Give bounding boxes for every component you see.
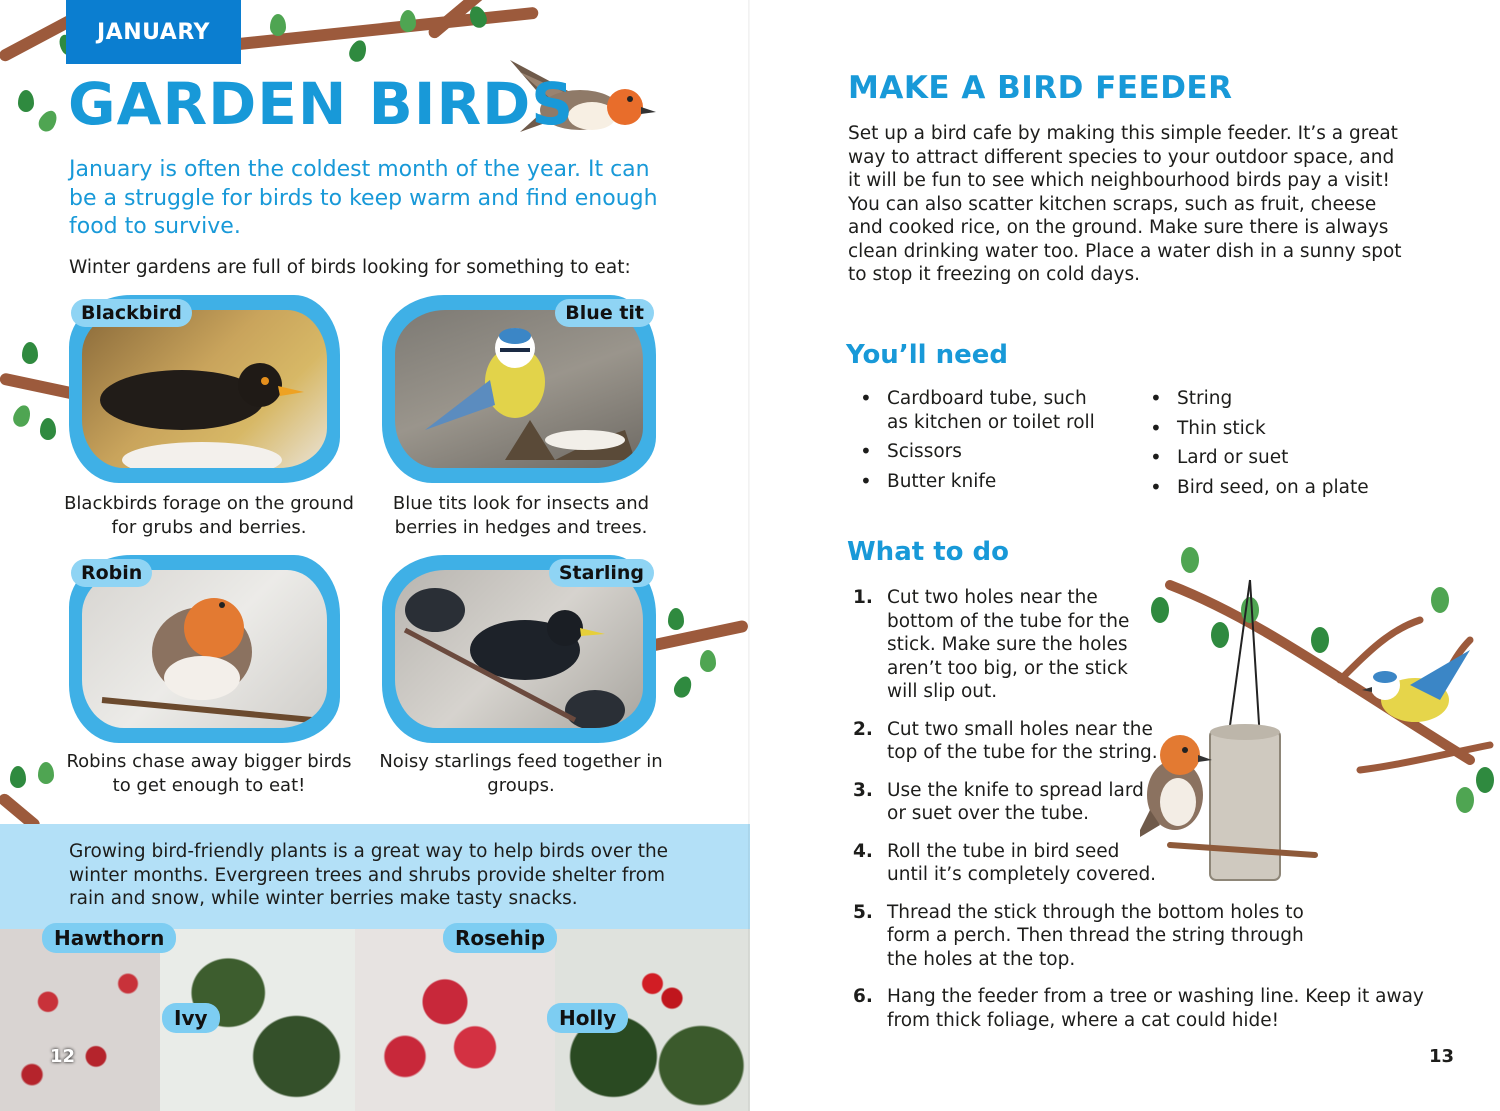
list-item: • String: [1150, 387, 1410, 411]
plant-label-hawthorn: Hawthorn: [42, 923, 176, 953]
step-item: [848, 901, 1337, 972]
list-item: • Butter knife: [860, 470, 1100, 494]
step-text: Cut two holes near the bottom of the tube for the stick. Make sure the holes aren’t too big, or the stick will slip out.: [887, 587, 1130, 702]
month-label: JANUARY: [96, 19, 210, 45]
lead-text: Winter gardens are full of birds looking for something to eat:: [69, 257, 631, 278]
need-list-col1: [860, 387, 1100, 499]
page-number: 13: [1429, 1046, 1455, 1067]
step-item: [848, 840, 1157, 887]
plant-label-rosehip: Rosehip: [443, 923, 557, 953]
list-item: • Scissors: [860, 440, 1100, 464]
leaf-icon: [22, 342, 38, 364]
list-item: • Cardboard tube, such as kitchen or toilet roll: [860, 387, 1100, 434]
list-item: • Thin stick: [1150, 417, 1410, 441]
step-text: Thread the stick through the bottom holes to form a perch. Then thread the string through the holes at the top.: [887, 901, 1304, 970]
leaf-icon: [270, 14, 286, 36]
leaf-icon: [671, 674, 695, 701]
intro-text: January is often the coldest month of the year. It can be a struggle for birds to keep warm and find enough food to survive.: [69, 157, 658, 239]
step-number: 1.: [853, 587, 873, 608]
blue-tit-image: [395, 310, 643, 468]
step-number: 6.: [853, 986, 873, 1007]
section-title: MAKE A BIRD FEEDER: [848, 70, 1233, 106]
step-item: [848, 779, 1147, 826]
leaf-icon: [700, 650, 716, 672]
step-number: 2.: [853, 718, 873, 740]
page-title: GARDEN BIRDS: [68, 70, 575, 138]
blackbird-photo: [82, 310, 327, 468]
step-item: [848, 586, 1147, 704]
robin-image: [82, 570, 327, 728]
todo-heading: What to do: [847, 537, 1010, 567]
step-text: Use the knife to spread lard or suet over the tube.: [887, 779, 1144, 824]
hawthorn-photo: [0, 929, 160, 1111]
step-text: Cut two small holes near the top of the tube for the string.: [887, 718, 1158, 763]
leaf-icon: [10, 766, 26, 788]
blackbird-photo-frame: [69, 295, 340, 483]
branch-illustration: [0, 372, 79, 400]
starling-photo: [395, 570, 643, 728]
step-number: 4.: [853, 840, 873, 862]
plant-label-ivy: Ivy: [162, 1003, 220, 1033]
robin-photo: [82, 570, 327, 728]
leaf-icon: [36, 107, 61, 134]
need-heading: You’ll need: [846, 340, 1008, 370]
branch-illustration: [219, 7, 539, 52]
starling-image: [395, 570, 643, 728]
bird-caption-starling: Noisy starlings feed together in groups.: [379, 751, 663, 796]
section-intro: Set up a bird cafe by making this simple feeder. It’s a great way to attract different species to your outdoor space, and it will be fun to see which neighbourhood birds pay a visit! You can also scatter kitchen scraps, such as fruit, cheese and cooked rice, on the ground. Make sure there is always clean drinking water too. Place a water dish in a sunny spot to stop it freezing on cold days.: [848, 123, 1402, 285]
need-list-col2: [1150, 387, 1410, 505]
plant-label-holly: Holly: [547, 1003, 628, 1033]
bird-caption-robin: Robins chase away bigger birds to get enough to eat!: [66, 751, 352, 796]
blue-tit-photo-frame: [382, 295, 656, 483]
branch-illustration: [649, 619, 749, 652]
bird-caption-blackbird: Blackbirds forage on the ground for grubs and berries.: [64, 493, 354, 538]
leaf-icon: [38, 762, 54, 784]
step-number: 5.: [853, 901, 873, 923]
list-item: • Bird seed, on a plate: [1150, 476, 1410, 500]
right-page: [750, 0, 1500, 1111]
bird-label-starling: Starling: [549, 559, 654, 587]
starling-photo-frame: [382, 555, 656, 743]
month-tab: [66, 0, 241, 64]
bird-label-blue-tit: Blue tit: [555, 299, 654, 327]
leaf-icon: [347, 38, 370, 64]
bird-label-blackbird: Blackbird: [71, 299, 192, 327]
list-item: • Lard or suet: [1150, 446, 1410, 470]
bird-label-robin: Robin: [71, 559, 152, 587]
bird-caption-blue-tit: Blue tits look for insects and berries in hedges and trees.: [392, 493, 650, 538]
blue-tit-photo: [395, 310, 643, 468]
step-item: [848, 985, 1427, 1032]
robin-photo-frame: [69, 555, 340, 743]
rosehip-photo: [355, 929, 555, 1111]
leaf-icon: [40, 418, 56, 440]
leaf-icon: [11, 403, 34, 429]
leaf-icon: [18, 90, 34, 112]
leaf-icon: [668, 608, 684, 630]
steps-list: [848, 586, 1424, 1046]
page-number: 12: [50, 1046, 76, 1067]
blackbird-image: [82, 310, 327, 468]
leaf-icon: [400, 10, 416, 32]
step-text: Roll the tube in bird seed until it’s completely covered.: [887, 840, 1157, 885]
step-text: Hang the feeder from a tree or washing line. Keep it away from thick foliage, where a cat could hide!: [887, 986, 1424, 1031]
step-number: 3.: [853, 779, 873, 801]
step-item: [848, 718, 1177, 765]
plants-info-text: Growing bird-friendly plants is a great way to help birds over the winter months. Evergreen trees and shrubs provide shelter from rain and snow, while winter berries make tasty snacks.: [69, 841, 669, 909]
